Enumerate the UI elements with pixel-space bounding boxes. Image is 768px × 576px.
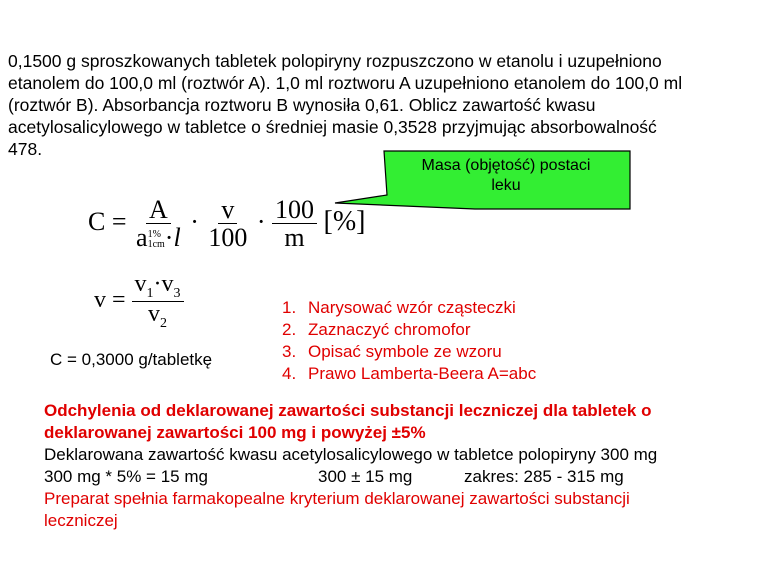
item-text: Zaznaczyć chromofor [308, 320, 471, 339]
result-text: C = 0,3000 g/tabletkę [50, 350, 213, 369]
sub-cm: 1cm [147, 239, 165, 251]
list-item [282, 341, 536, 363]
symbol-v: v [134, 271, 147, 297]
denominator: m [284, 223, 305, 252]
fraction-volume [205, 197, 250, 251]
item-text: Opisać symbole ze wzoru [308, 342, 502, 361]
callout-line: leku [491, 177, 521, 194]
symbol-a: a [136, 223, 148, 252]
item-number: 1. [282, 298, 297, 317]
symbol-l: l [173, 223, 181, 252]
problem-line: 478. [8, 139, 43, 159]
fraction-absorbance [133, 197, 184, 251]
item-number: 2. [282, 320, 297, 339]
dot: · [256, 207, 266, 237]
calc-b: 300 ± 15 mg [318, 467, 413, 486]
symbol-v: v [161, 271, 174, 297]
dot: · [164, 223, 174, 252]
dot: · [190, 207, 199, 237]
problem-line: etanolem do 100,0 ml (roztwór A). 1,0 ml roztworu A uzupełniono etanolem do 100,0 ml [8, 73, 683, 93]
conclusion-line: Preparat spełnia farmakopealne kryterium deklarowanej zawartości substancji [44, 489, 630, 508]
conclusion-line: leczniczej [44, 511, 118, 530]
problem-line: acetylosalicylowego w tabletce o średniej masie 0,3528 przyjmując absorbowalność [8, 117, 657, 137]
list-item [282, 363, 536, 385]
dot: · [153, 271, 162, 297]
calc-a: 300 mg * 5% = 15 mg [44, 467, 208, 486]
formula-eq: = [111, 207, 127, 237]
sub: 1 [146, 285, 154, 301]
problem-line: (roztwór B). Absorbancja roztworu B wynosiła 0,61. Oblicz zawartość kwasu [8, 95, 596, 115]
numerator: A [146, 197, 171, 224]
calc-line [44, 466, 759, 488]
list-item [282, 319, 536, 341]
fraction-mass [272, 197, 317, 251]
numerator [132, 272, 184, 302]
callout-text [388, 156, 624, 196]
declared-text: Deklarowana zawartość kwasu acetylosalicylowego w tabletce polopiryny 300 mg [44, 445, 658, 464]
item-number: 4. [282, 364, 297, 383]
formula-volume [94, 272, 184, 331]
denominator: 100 [208, 223, 248, 252]
numerator: v [218, 197, 237, 224]
numerator: 100 [272, 197, 317, 224]
criterion-line: Odchylenia od deklarowanej zawartości substancji leczniczej dla tabletek o [44, 401, 652, 420]
item-number: 3. [282, 342, 297, 361]
criterion-line: deklarowanej zawartości 100 mg i powyżej ±5% [44, 423, 426, 442]
formula-eq: = [112, 287, 126, 314]
formula-lhs: v [94, 287, 106, 314]
symbol-v: v [148, 300, 161, 327]
formula-lhs: C [88, 207, 106, 237]
sub: 2 [160, 315, 168, 331]
sup-percent: 1% [147, 229, 161, 241]
sub: 3 [173, 285, 181, 301]
denominator [133, 224, 184, 251]
fraction-v [132, 272, 184, 331]
item-text: Narysować wzór cząsteczki [308, 298, 516, 317]
criterion-block [44, 400, 759, 532]
problem-line: 0,1500 g sproszkowanych tabletek polopiryny rozpuszczono w etanolu i uzupełniono [8, 51, 662, 71]
callout-line: Masa (objętość) postaci [421, 157, 591, 174]
calc-c: zakres: 285 - 315 mg [464, 467, 624, 486]
unit: [%] [323, 206, 366, 238]
formula-concentration [88, 197, 366, 251]
steps-list [282, 297, 536, 385]
list-item [282, 297, 536, 319]
denominator [145, 302, 170, 331]
item-text: Prawo Lamberta-Beera A=abc [308, 364, 537, 383]
